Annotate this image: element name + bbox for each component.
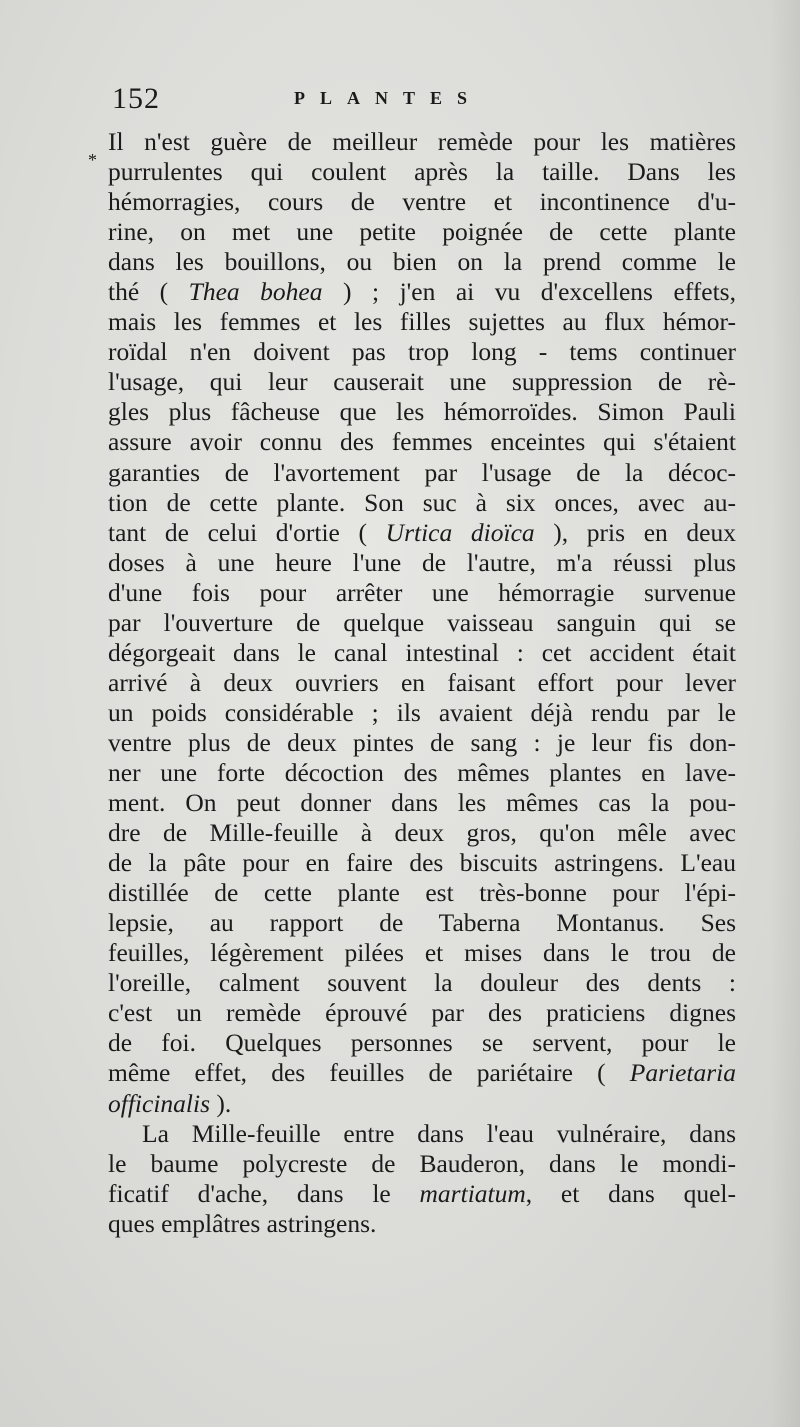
body-text [108,127,736,1239]
text-line: ment. On peut donner dans les mêmes cas la pou- [108,788,736,818]
text-line: ventre plus de deux pintes de sang : je leur fis don- [108,727,736,757]
text-line: l'oreille, calment souvent la douleur des dents : [108,968,736,998]
page-edge-shadow [770,0,800,1427]
text-line: tion de cette plante. Son suc à six onces, avec au- [108,487,736,517]
text-line: le baume polycreste de Bauderon, dans le mondi- [108,1148,736,1178]
text-line: même effet, des feuilles de pariétaire ( Parietaria [108,1058,736,1088]
text-line: tant de celui d'ortie ( Urtica dioïca ), pris en deux [108,517,736,547]
running-head: PLANTES [294,88,483,108]
text-line: ficatif d'ache, dans le martiatum, et dans quel- [108,1178,736,1208]
text-line: roïdal n'en doivent pas trop long - tems continuer [108,337,736,367]
text-line: dégorgeait dans le canal intestinal : cet accident était [108,637,736,667]
text-line: rine, on met une petite poignée de cette plante [108,217,736,247]
text-line: mais les femmes et les filles sujettes au flux hémor- [108,307,736,337]
text-line: feuilles, légèrement pilées et mises dans le trou de [108,938,736,968]
text-line: Il n'est guère de meilleur remède pour les matières [108,127,736,156]
text-line: ner une forte décoction des mêmes plantes en lave- [108,757,736,787]
text-line: de foi. Quelques personnes se servent, pour le [108,1028,736,1058]
text-line: dre de Mille-feuille à deux gros, qu'on mêle avec [108,818,736,848]
text-line: garanties de l'avortement par l'usage de la décoc- [108,457,736,487]
text-line: de la pâte pour en faire des biscuits astringens. L'eau [108,848,736,878]
text-line: purrulentes qui coulent après la taille. Dans les [108,157,736,187]
margin-mark: * [88,150,97,170]
page-header [88,78,528,118]
text-line: par l'ouverture de quelque vaisseau sanguin qui se [108,607,736,637]
text-line: un poids considérable ; ils avaient déjà rendu par le [108,697,736,727]
text-line: c'est un remède éprouvé par des praticiens dignes [108,998,736,1028]
text-line: distillée de cette plante est très-bonne pour l'épi- [108,878,736,908]
text-line: lepsie, au rapport de Taberna Montanus. Ses [108,908,736,938]
text-line: gles plus fâcheuse que les hémorroïdes. Simon Pauli [108,397,736,427]
text-line: dans les bouillons, ou bien on la prend comme le [108,247,736,277]
text-line: d'une fois pour arrêter une hémorragie survenue [108,577,736,607]
text-line: arrivé à deux ouvriers en faisant effort pour lever [108,667,736,697]
text-line: l'usage, qui leur causerait une suppression de rè- [108,367,736,397]
text-line: ques emplâtres astringens. [108,1208,377,1238]
text-line: assure avoir connu des femmes enceintes qui s'étaient [108,427,736,457]
text-line: thé ( Thea bohea ) ; j'en ai vu d'excellens effets, [108,277,736,307]
text-line: officinalis ). [108,1088,232,1118]
text-line: doses à une heure l'une de l'autre, m'a réussi plus [108,547,736,577]
page-number: 152 [112,82,160,115]
text-line: La Mille-feuille entre dans l'eau vulnéraire, dans [142,1118,736,1148]
text-line: hémorragies, cours de ventre et incontinence d'u- [108,187,736,217]
